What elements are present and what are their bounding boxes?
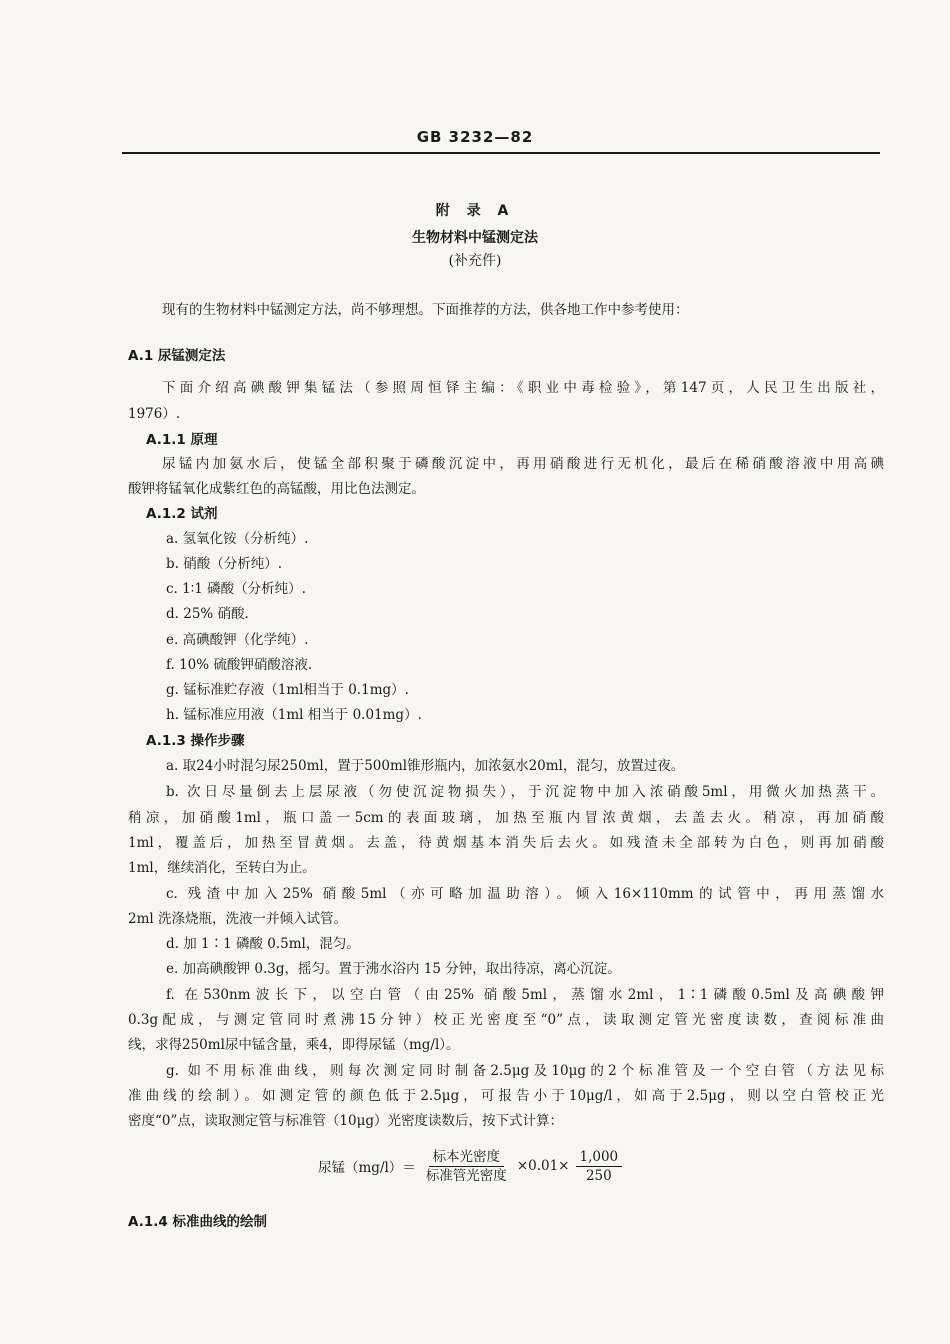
procedure-step-b-line-1: b. 次日尽量倒去上层尿液（勿使沉淀物损失），于沉淀物中加入浓硝酸5ml，用微火加热蒸干。 — [166, 784, 884, 800]
reagent-item: c. 1∶1 磷酸（分析纯）. — [166, 581, 306, 597]
formula-denominator-250: 250 — [585, 1167, 612, 1184]
section-a12-heading: A.1.2 试剂 — [146, 506, 218, 522]
formula-numerator-sample-density: 标本光密度 — [429, 1149, 505, 1167]
reagent-item: d. 25% 硝酸. — [166, 606, 249, 622]
procedure-step-f-line-1: f. 在530nm波长下，以空白管（由25% 硝酸5ml，蒸馏水2ml，1∶1磷酸0.5ml及高碘酸钾 — [166, 987, 884, 1003]
section-a1-intro-line-1: 下面介绍高碘酸钾集锰法（参照周恒铎主编：《职业中毒检验》，第147页，人民卫生出版社， — [162, 380, 884, 396]
reagent-item: b. 硝酸（分析纯）. — [166, 556, 283, 572]
procedure-step-g-line-1: g. 如不用标准曲线，则每次测定同时制备2.5μg及10μg的2个标准管及一个空白管（方法见标 — [166, 1063, 884, 1079]
procedure-step-g-line-3: 密度“0”点，读取测定管与标准管（10μg）光密度读数后，按下式计算： — [128, 1113, 563, 1129]
formula-multiplier: ×0.01× — [516, 1158, 570, 1174]
procedure-step-b-line-4: 1ml，继续消化，至转白为止。 — [128, 860, 316, 876]
procedure-step-b-line-2: 稍凉，加硝酸1ml，瓶口盖一5cm的表面玻璃，加热至瓶内冒浓黄烟，去盖去火。稍凉，再加硝酸 — [128, 810, 884, 826]
reagent-item: f. 10% 硫酸钾硝酸溶液. — [166, 657, 313, 673]
procedure-step-b-line-3: 1ml，覆盖后，加热至冒黄烟。去盖，待黄烟基本消失后去火。如残渣未全部转为白色，则再加硝酸 — [128, 835, 884, 851]
section-a1-heading: A.1 尿锰测定法 — [128, 348, 226, 364]
intro-paragraph: 现有的生物材料中锰测定方法，尚不够理想。下面推荐的方法，供各地工作中参考使用： — [162, 302, 689, 318]
appendix-title: 生物材料中锰测定法 — [412, 230, 538, 246]
section-a11-text-line-1: 尿锰内加氨水后，使锰全部积聚于磷酸沉淀中，再用硝酸进行无机化，最后在稀硝酸溶液中用高碘 — [162, 456, 884, 472]
formula-lhs: 尿锰（mg/l）＝ — [318, 1160, 416, 1176]
reagent-item: g. 锰标准贮存液（1ml相当于 0.1mg）. — [166, 682, 409, 698]
section-a11-text-line-2: 酸钾将锰氧化成紫红色的高锰酸，用比色法测定。 — [128, 481, 425, 497]
procedure-step-c-line-2: 2ml 洗涤烧瓶，洗液一并倾入试管。 — [128, 911, 347, 927]
procedure-step-e: e. 加高碘酸钾 0.3g，摇匀。置于沸水浴内 15 分钟，取出待凉，离心沉淀。 — [166, 961, 621, 977]
reagent-item: e. 高碘酸钾（化学纯）. — [166, 632, 309, 648]
procedure-step-f-line-2: 0.3g配成，与测定管同时煮沸15分钟）校正光密度至“0”点，读取测定管光密度读数，查阅标准曲 — [128, 1012, 884, 1028]
reagent-item: a. 氢氧化铵（分析纯）. — [166, 531, 309, 547]
section-a13-heading: A.1.3 操作步骤 — [146, 733, 245, 749]
header-rule — [122, 152, 880, 154]
formula-denominator-standard-density: 标准管光密度 — [425, 1167, 507, 1184]
section-a14-heading: A.1.4 标准曲线的绘制 — [128, 1214, 267, 1230]
section-a1-intro-line-2: 1976）. — [128, 406, 181, 422]
standard-number-header: GB 3232—82 — [416, 128, 534, 146]
formula-fraction-volume — [576, 1149, 623, 1184]
procedure-step-f-line-3: 线，求得250ml尿中锰含量，乘4，即得尿锰（mg/l）。 — [128, 1037, 460, 1053]
procedure-step-a: a. 取24小时混匀尿250ml，置于500ml锥形瓶内，加浓氨水20ml，混匀，放置过夜。 — [166, 758, 685, 774]
appendix-subtitle: (补充件) — [448, 253, 502, 269]
section-a11-heading: A.1.1 原理 — [146, 432, 218, 448]
procedure-step-c-line-1: c. 残渣中加入25% 硝酸5ml（亦可略加温助溶）。倾入16×110mm的试管中，再用蒸馏水 — [166, 886, 884, 902]
reagent-item: h. 锰标准应用液（1ml 相当于 0.01mg）. — [166, 707, 422, 723]
formula-numerator-1000: 1,000 — [576, 1149, 623, 1167]
urine-manganese-formula — [318, 1148, 628, 1184]
formula-fraction-density — [422, 1149, 511, 1184]
procedure-step-g-line-2: 准曲线的绘制）。如测定管的颜色低于2.5μg，可报告小于10μg/l，如高于2.5μg，则以空白管校正光 — [128, 1088, 884, 1104]
appendix-label: 附 录 A — [435, 203, 515, 219]
procedure-step-d: d. 加 1∶1 磷酸 0.5ml，混匀。 — [166, 936, 360, 952]
